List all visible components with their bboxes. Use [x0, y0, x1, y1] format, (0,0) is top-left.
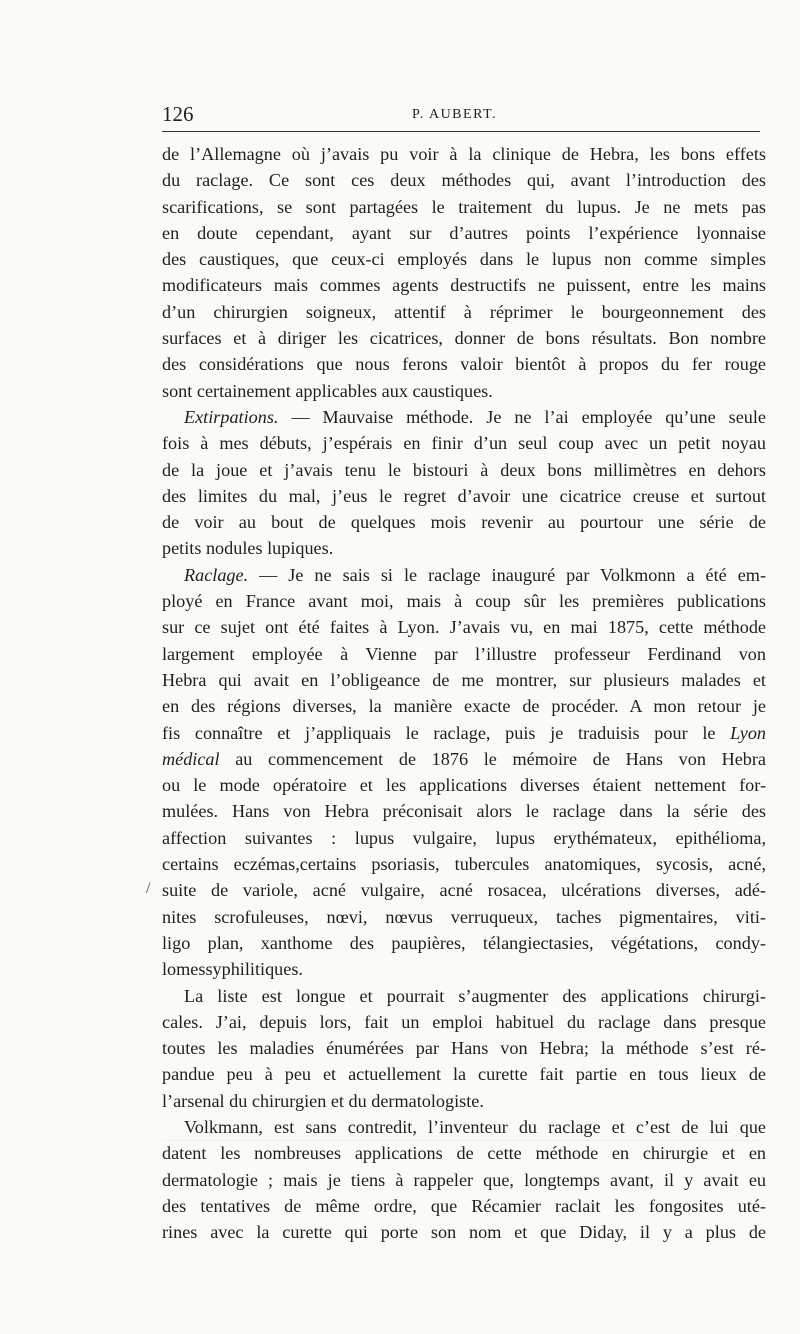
text-line: sont certainement applicables aux caustiques.	[162, 380, 493, 401]
text-line: en des régions diverses, la manière exacte de procéder. A mon retour je	[162, 696, 766, 717]
text-line: l’arsenal du chirurgien et du dermatologiste.	[162, 1090, 484, 1111]
text-line: des tentatives de même ordre, que Récamier raclait les fongosites uté-	[162, 1195, 766, 1216]
text-line: Hebra qui avait en l’obligeance de me montrer, sur plusieurs malades et	[162, 669, 766, 690]
header-rule	[162, 131, 760, 132]
text-line: ployé en France avant moi, mais à coup sûr les premières publications	[162, 591, 766, 612]
text-line: d’un chirurgien soigneux, attentif à réprimer le bourgeonnement des	[162, 301, 766, 322]
body-text	[162, 141, 766, 1245]
text-line	[162, 746, 766, 772]
running-head: P. AUBERT.	[412, 107, 498, 122]
margin-mark: /	[146, 880, 151, 897]
text-line: petits nodules lupiques.	[162, 538, 334, 559]
text-line: modificateurs mais commes agents destructifs ne puissent, entre les mains	[162, 275, 766, 296]
text-line: des limites du mal, j’eus le regret d’avoir une cicatrice creuse et surtout	[162, 485, 766, 506]
text-line: Volkmann, est sans contredit, l’inventeur du raclage et c’est de lui que	[184, 1116, 766, 1137]
text-line: scarifications, se sont partagées le traitement du lupus. Je ne mets pas	[162, 196, 766, 217]
text-line: des considérations que nous ferons valoir bientôt à propos du fer rouge	[162, 354, 766, 375]
text-line: cales. J’ai, depuis lors, fait un emploi habituel du raclage dans presque	[162, 1011, 766, 1032]
text-fragment: fis connaître et j’appliquais le raclage, puis je traduisis pour le	[162, 722, 716, 743]
text-line: mulées. Hans von Hebra préconisait alors le raclage dans la série des	[162, 801, 766, 822]
text-line: nites scrofuleuses, nœvi, nœvus verruqueux, taches pigmentaires, viti-	[162, 906, 766, 927]
text-line: affection suivantes : lupus vulgaire, lupus erythémateux, epithélioma,	[162, 827, 766, 848]
text-line: suite de variole, acné vulgaire, acné rosacea, ulcérations diverses, adé-	[162, 880, 766, 901]
text-fragment: — Je ne sais si le raclage inauguré par Volkmonn a été em-	[259, 564, 766, 585]
text-line	[162, 720, 766, 746]
text-line: ou le mode opératoire et les applications diverses étaient nettement for-	[162, 775, 766, 796]
text-line: en doute cependant, ayant sur d’autres points l’expérience lyonnaise	[162, 222, 766, 243]
text-line: datent les nombreuses applications de cette méthode en chirurgie et en	[162, 1143, 766, 1164]
text-line: du raclage. Ce sont ces deux méthodes qui, avant l’introduction des	[162, 170, 766, 191]
section-heading-extirpations: Extirpations.	[184, 406, 279, 427]
text-line	[162, 562, 766, 588]
text-line: de voir au bout de quelques mois revenir au pourtour une série de	[162, 512, 766, 533]
section-heading-raclage: Raclage.	[184, 564, 249, 585]
text-line: lomessyphilitiques.	[162, 959, 303, 980]
text-line: pandue peu à peu et actuellement la curette fait partie en tous lieux de	[162, 1064, 766, 1085]
bleed-through-rule	[162, 1140, 760, 1141]
text-line: rines avec la curette qui porte son nom et que Diday, il y a plus de	[162, 1222, 766, 1243]
text-line: dermatologie ; mais je tiens à rappeler que, longtemps avant, il y avait eu	[162, 1169, 766, 1190]
text-line: largement employée à Vienne par l’illustre professeur Ferdinand von	[162, 643, 766, 664]
text-line	[162, 404, 766, 430]
text-line: toutes les maladies énumérées par Hans von Hebra; la méthode s’est ré-	[162, 1038, 766, 1059]
text-fragment: — Mauvaise méthode. Je ne l’ai employée qu’une seule	[291, 406, 767, 427]
text-line: surfaces et à diriger les cicatrices, donner de bons résultats. Bon nombre	[162, 328, 766, 349]
text-line: certains eczémas,certains psoriasis, tubercules anatomiques, sycosis, acné,	[162, 854, 766, 875]
text-line: ligo plan, xanthome des paupières, télangiectasies, végétations, condy-	[162, 932, 766, 953]
text-fragment: au commencement de 1876 le mémoire de Hans von Hebra	[235, 748, 766, 769]
text-line: sur ce sujet ont été faites à Lyon. J’avais vu, en mai 1875, cette méthode	[162, 617, 766, 638]
page-number: 126	[162, 102, 194, 126]
text-line: La liste est longue et pourrait s’augmenter des applications chirurgi-	[184, 985, 766, 1006]
page-header	[162, 101, 760, 127]
text-line: des caustiques, que ceux-ci employés dans le lupus non comme simples	[162, 249, 766, 270]
journal-title-lyon: Lyon	[730, 722, 767, 743]
journal-title-medical: médical	[162, 748, 220, 769]
text-line: fois à mes débuts, j’espérais en finir d’un seul coup avec un petit noyau	[162, 433, 766, 454]
text-line: de l’Allemagne où j’avais pu voir à la clinique de Hebra, les bons effets	[162, 144, 766, 164]
text-line: de la joue et j’avais tenu le bistouri à deux bons millimètres en dehors	[162, 459, 766, 480]
